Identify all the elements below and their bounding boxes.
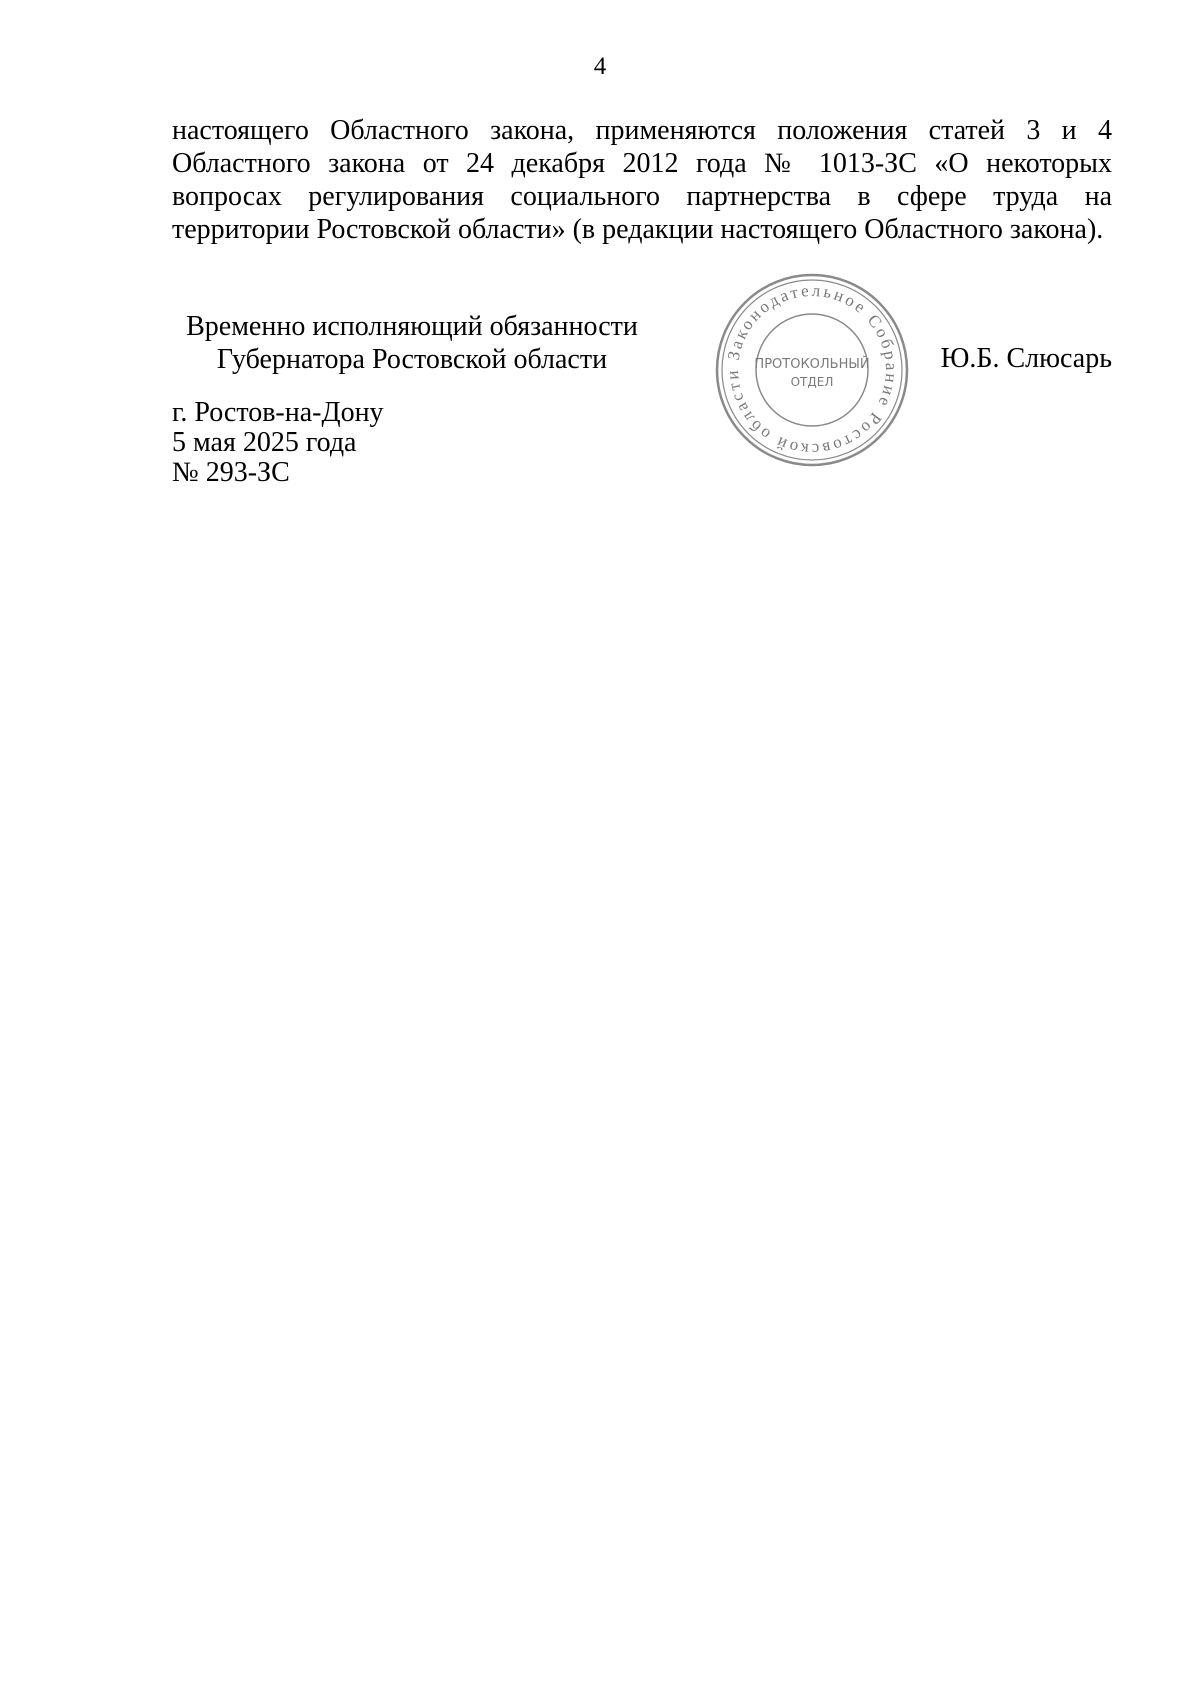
signer-title-line2: Губернатора Ростовской области [216, 344, 608, 375]
signer-name: Ю.Б. Слюсарь [940, 343, 1112, 374]
issuance-date: 5 мая 2025 года [172, 427, 357, 458]
body-paragraph: настоящего Областного закона, применяются положения статей 3 и 4 Областного закона от 24 декабря 2012 года № 1013-ЗС «О некоторых вопросах регулирования социального партнерства в сфере труда на территории Ростовской области» (в редакции настоящего Областного закона). [172, 115, 1112, 245]
official-seal [712, 270, 912, 470]
seal-ring-textpath: Законодательное Собрание Ростовской области [722, 280, 902, 460]
issuance-place: г. Ростов-на-Дону [172, 397, 384, 428]
signer-title-line1: Временно исполняющий обязанности [186, 311, 638, 342]
seal-center-line1: ПРОТОКОЛЬНЫЙ [754, 357, 870, 372]
page-number: 4 [593, 53, 607, 80]
seal-center-line2: ОТДЕЛ [790, 375, 834, 389]
seal-graphic [712, 270, 912, 470]
issuance-block [172, 398, 384, 488]
signer-title-block [172, 310, 652, 376]
issuance-number: № 293-ЗС [172, 457, 290, 488]
